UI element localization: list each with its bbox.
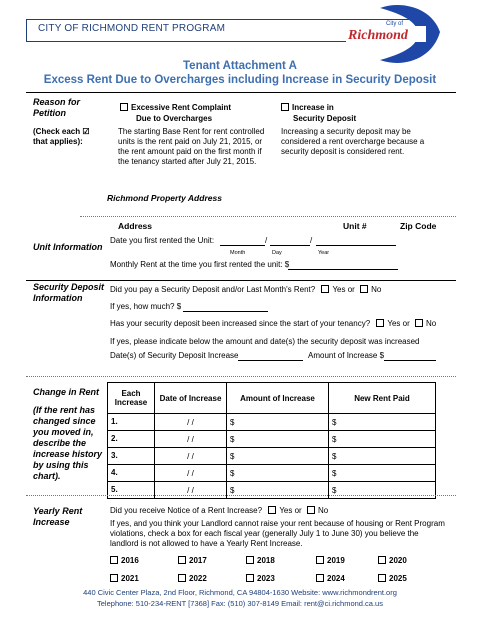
svg-text:City of: City of <box>386 21 404 27</box>
richmond-logo <box>340 2 450 66</box>
table-row: 3. / / $ $ <box>108 448 436 465</box>
no-checkbox[interactable] <box>360 285 368 293</box>
day-input[interactable] <box>270 245 310 246</box>
checkbox-icon[interactable] <box>281 103 289 111</box>
change-note: (If the rent has changed since you moved in, describe the increase history by using this chart). <box>33 405 103 481</box>
no-checkbox[interactable] <box>307 506 315 514</box>
year-checkbox-2025[interactable]: 2025 <box>378 574 407 584</box>
year-checkbox-2022[interactable]: 2022 <box>178 574 207 584</box>
increase-date-input[interactable] <box>238 360 303 361</box>
date-cell[interactable]: / / <box>155 414 227 431</box>
change-label: Change in Rent <box>33 387 100 397</box>
divider <box>26 280 456 281</box>
new-rent-cell[interactable]: $ <box>329 414 436 431</box>
checkbox-icon[interactable] <box>110 574 118 582</box>
unit-info-label: Unit Information <box>33 242 103 252</box>
svg-text:Richmond: Richmond <box>348 28 408 43</box>
dotted-divider <box>26 495 456 496</box>
month-input[interactable] <box>220 245 265 246</box>
year-checkbox-2017[interactable]: 2017 <box>178 556 207 566</box>
monthly-rent-input[interactable] <box>288 269 398 270</box>
year-checkbox-2016[interactable]: 2016 <box>110 556 139 566</box>
first-rented-label: Date you first rented the Unit: <box>110 236 215 245</box>
yearly-text: If yes, and you think your Landlord cannot raise your rent because of housing or Rent Program violations, check a box for each fiscal year (generally July 1 to June 30) you believe the landlord is not allowed to have a Yearly Rent Increase. <box>110 519 445 548</box>
footer-contact: Telephone: 510-234-RENT [7368] Fax: (510) 307-8149 Email: rent@ci.richmond.ca.us <box>97 599 383 608</box>
year-checkbox-2021[interactable]: 2021 <box>110 574 139 584</box>
rent-history-table <box>107 382 436 499</box>
year-checkbox-2019[interactable]: 2019 <box>316 556 345 566</box>
increase-amount-input[interactable] <box>384 360 436 361</box>
year-checkbox-2024[interactable]: 2024 <box>316 574 345 584</box>
checkbox-icon[interactable] <box>378 556 386 564</box>
year-input[interactable] <box>316 245 396 246</box>
day-hint: Day <box>272 250 282 256</box>
amount-cell[interactable]: $ <box>227 414 329 431</box>
security-q1: Did you pay a Security Deposit and/or Last Month's Rent? Yes or No <box>110 285 382 294</box>
property-heading: Richmond Property Address <box>107 193 222 203</box>
checkbox-icon[interactable] <box>178 556 186 564</box>
year-hint: Year <box>318 250 330 256</box>
amount-cell[interactable]: $ <box>227 448 329 465</box>
yes-checkbox[interactable] <box>321 285 329 293</box>
excessive-rent-checkbox[interactable]: Excessive Rent Complaint <box>120 103 231 113</box>
security-q5a: Date(s) of Security Deposit Increase <box>110 351 239 360</box>
col-date: Date of Increase <box>155 383 227 414</box>
divider <box>26 92 456 93</box>
reason-label: Reason for Petition <box>33 97 81 118</box>
how-much-input[interactable] <box>183 311 268 312</box>
yearly-q1: Did you receive Notice of a Rent Increase? Yes or No <box>110 506 329 515</box>
checkbox-icon[interactable] <box>316 556 324 564</box>
month-hint: Month <box>230 250 246 256</box>
yes-checkbox[interactable] <box>376 319 384 327</box>
checkbox-icon[interactable] <box>246 556 254 564</box>
program-name: CITY OF RICHMOND RENT PROGRAM <box>38 23 226 34</box>
page-title: Tenant Attachment A <box>183 60 297 72</box>
date-cell[interactable]: / / <box>155 465 227 482</box>
date-cell[interactable]: / / <box>155 482 227 499</box>
checkbox-icon[interactable] <box>378 574 386 582</box>
no-checkbox[interactable] <box>415 319 423 327</box>
opt1-text: The starting Base Rent for rent controlled units is the rent paid on July 21, 2015, or the rent amount paid on the first month if the tenancy started after July 21, 2015. <box>118 127 265 166</box>
date-cell[interactable]: / / <box>155 431 227 448</box>
check-label: (Check each ☑ that applies): <box>33 127 90 146</box>
checkbox-icon[interactable] <box>120 103 128 111</box>
table-row: 2. / / $ $ <box>108 431 436 448</box>
table-row: 1. / / $ $ <box>108 414 436 431</box>
amount-cell[interactable]: $ <box>227 482 329 499</box>
opt1-title-b: Due to Overcharges <box>136 114 213 123</box>
col-each-increase: Each Increase <box>108 383 155 414</box>
table-row: 4. / / $ $ <box>108 465 436 482</box>
new-rent-cell[interactable]: $ <box>329 448 436 465</box>
col-new-rent: New Rent Paid <box>329 383 436 414</box>
address-label: Address <box>118 221 153 231</box>
year-checkbox-2020[interactable]: 2020 <box>378 556 407 566</box>
dotted-divider <box>80 216 456 217</box>
checkbox-icon[interactable] <box>316 574 324 582</box>
unit-label: Unit # <box>343 221 367 231</box>
table-row: 5. / / $ $ <box>108 482 436 499</box>
new-rent-cell[interactable]: $ <box>329 482 436 499</box>
footer-address: 440 Civic Center Plaza, 2nd Floor, Richmond, CA 94804-1630 Website: www.richmondrent.org <box>83 588 397 597</box>
yearly-label: Yearly Rent Increase <box>33 506 83 527</box>
security-q5b: Amount of Increase $ <box>308 351 385 360</box>
col-amount: Amount of Increase <box>227 383 329 414</box>
page-subtitle: Excess Rent Due to Overcharges including Increase in Security Deposit <box>43 74 437 86</box>
checkbox-icon[interactable] <box>246 574 254 582</box>
monthly-rent-label: Monthly Rent at the time you first rented the unit: $ <box>110 260 290 269</box>
zip-label: Zip Code <box>400 221 437 231</box>
amount-cell[interactable]: $ <box>227 431 329 448</box>
checkbox-icon[interactable] <box>178 574 186 582</box>
security-q4: If yes, please indicate below the amount and date(s) the security deposit was increased <box>110 337 420 346</box>
new-rent-cell[interactable]: $ <box>329 465 436 482</box>
checkbox-icon[interactable] <box>110 556 118 564</box>
security-label: Security Deposit Information <box>33 282 105 303</box>
new-rent-cell[interactable]: $ <box>329 431 436 448</box>
dotted-divider <box>26 376 456 377</box>
yes-checkbox[interactable] <box>268 506 276 514</box>
security-q3: Has your security deposit been increased since the start of your tenancy? Yes or No <box>110 319 437 328</box>
opt2-text: Increasing a security deposit may be considered a rent overcharge because a security deposit is considered rent. <box>281 127 425 156</box>
how-much-label: If yes, how much? $ <box>110 302 182 311</box>
date-cell[interactable]: / / <box>155 448 227 465</box>
year-checkbox-2023[interactable]: 2023 <box>246 574 275 584</box>
security-increase-checkbox[interactable]: Increase in <box>281 103 334 113</box>
year-checkbox-2018[interactable]: 2018 <box>246 556 275 566</box>
amount-cell[interactable]: $ <box>227 465 329 482</box>
opt2-title-b: Security Deposit <box>293 114 357 123</box>
